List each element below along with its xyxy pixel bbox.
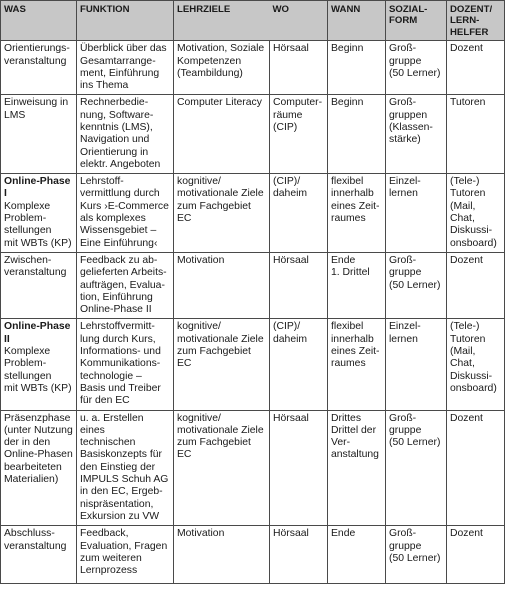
cell-wo: (CIP)/ daheim: [270, 174, 328, 253]
cell-sozialform: Einzel- lernen: [386, 319, 447, 410]
table-header-row: [1, 1, 505, 41]
header-sozialform: SOZIAL- FORM: [386, 1, 447, 41]
cell-dozent: (Tele-) Tutoren (Mail, Chat, Diskussi- onsboard): [447, 319, 505, 410]
header-lehrziele: LEHRZIELE: [174, 1, 270, 41]
was-text: Abschluss- veranstaltung: [4, 528, 67, 552]
table-row: [1, 319, 505, 410]
was-text: Präsenzphase (unter Nutzung der in den Online-Phasen bearbeiteten Materialien): [4, 412, 73, 486]
cell-sozialform: Groß- gruppe (50 Lerner): [386, 410, 447, 526]
was-text: Komplexe Problem- stellungen mit WBTs (KP): [4, 346, 72, 394]
cell-was: [1, 526, 77, 584]
cell-was: [1, 252, 77, 318]
header-wann: WANN: [328, 1, 386, 41]
cell-lehrziele: Motivation: [174, 526, 270, 584]
header-dozent: DOZENT/ LERN- HELFER: [447, 1, 505, 41]
cell-lehrziele: Motivation, Soziale Kompetenzen (Teambildung): [174, 41, 270, 95]
cell-was: [1, 41, 77, 95]
cell-was: [1, 174, 77, 253]
cell-lehrziele: Motivation: [174, 252, 270, 318]
cell-dozent: Dozent: [447, 410, 505, 526]
cell-was: [1, 410, 77, 526]
cell-funktion: Rechnerbedie- nung, Software- kenntnis (LMS), Navigation und Orientierung in elektr. Angeboten: [77, 95, 174, 174]
cell-dozent: (Tele-) Tutoren (Mail, Chat, Diskussi- onsboard): [447, 174, 505, 253]
cell-sozialform: Groß- gruppe (50 Lerner): [386, 41, 447, 95]
was-text: Komplexe Problem- stellungen mit WBTs (KP): [4, 200, 72, 249]
header-funktion: FUNKTION: [77, 1, 174, 41]
cell-dozent: Dozent: [447, 41, 505, 95]
header-was: WAS: [1, 1, 77, 41]
was-title: Online-Phase I: [4, 176, 71, 200]
was-text: Zwischen- veranstaltung: [4, 254, 67, 279]
cell-wann: Beginn: [328, 41, 386, 95]
cell-wann: flexibel innerhalb eines Zeit- raumes: [328, 319, 386, 410]
cell-wann: Beginn: [328, 95, 386, 174]
cell-wo: Hörsaal: [270, 252, 328, 318]
cell-wann: Drittes Drittel der Ver- anstaltung: [328, 410, 386, 526]
table-row: [1, 252, 505, 318]
cell-wo: Hörsaal: [270, 410, 328, 526]
cell-wann: flexibel innerhalb eines Zeit- raumes: [328, 174, 386, 253]
cell-sozialform: Einzel- lernen: [386, 174, 447, 253]
cell-wann: Ende 1. Drittel: [328, 252, 386, 318]
cell-funktion: Lehrstoff- vermittlung durch Kurs ›E-Commerce als komplexes Wissensgebiet – Eine Einführung‹: [77, 174, 174, 253]
cell-wo: Computer- räume (CIP): [270, 95, 328, 174]
cell-lehrziele: kognitive/ motivationale Ziele zum Fachgebiet EC: [174, 319, 270, 410]
cell-sozialform: Groß- gruppe (50 Lerner): [386, 526, 447, 584]
cell-lehrziele: Computer Literacy: [174, 95, 270, 174]
cell-wann: Ende: [328, 526, 386, 584]
cell-dozent: Tutoren: [447, 95, 505, 174]
table-row: [1, 174, 505, 253]
table-row: [1, 95, 505, 174]
cell-dozent: Dozent: [447, 526, 505, 584]
table-row: [1, 410, 505, 526]
cell-was: [1, 95, 77, 174]
table-row: [1, 526, 505, 584]
cell-lehrziele: kognitive/ motivationale Ziele zum Fachgebiet EC: [174, 410, 270, 526]
cell-funktion: Feedback, Evaluation, Fragen zum weiteren Lernprozess: [77, 526, 174, 584]
cell-sozialform: Groß- gruppen (Klassen- stärke): [386, 95, 447, 174]
was-title: Online-Phase II: [4, 321, 71, 345]
was-text: Orientierungs- veranstaltung: [4, 43, 70, 67]
cell-funktion: Lehrstoffvermitt- lung durch Kurs, Informations- und Kommunikations- technologie – Basis und Treiber für den EC: [77, 319, 174, 410]
cell-lehrziele: kognitive/ motivationale Ziele zum Fachgebiet EC: [174, 174, 270, 253]
cell-wo: (CIP)/ daheim: [270, 319, 328, 410]
cell-wo: Hörsaal: [270, 526, 328, 584]
cell-funktion: Überblick über das Gesamtarrange- ment, Einführung ins Thema: [77, 41, 174, 95]
cell-funktion: Feedback zu ab- gelieferten Arbeits- aufträgen, Evalua- tion, Einführung Online-Phase II: [77, 252, 174, 318]
cell-dozent: Dozent: [447, 252, 505, 318]
was-text: Einweisung in LMS: [4, 97, 69, 121]
table-row: [1, 41, 505, 95]
cell-sozialform: Groß- gruppe (50 Lerner): [386, 252, 447, 318]
cell-wo: Hörsaal: [270, 41, 328, 95]
cell-funktion: u. a. Erstellen eines technischen Basiskonzepts für den Einstieg der IMPULS Schuh AG in den EC, Ergeb- nispräsentation, Exkursion zu VW: [77, 410, 174, 526]
cell-was: [1, 319, 77, 410]
header-wo: WO: [270, 1, 328, 41]
